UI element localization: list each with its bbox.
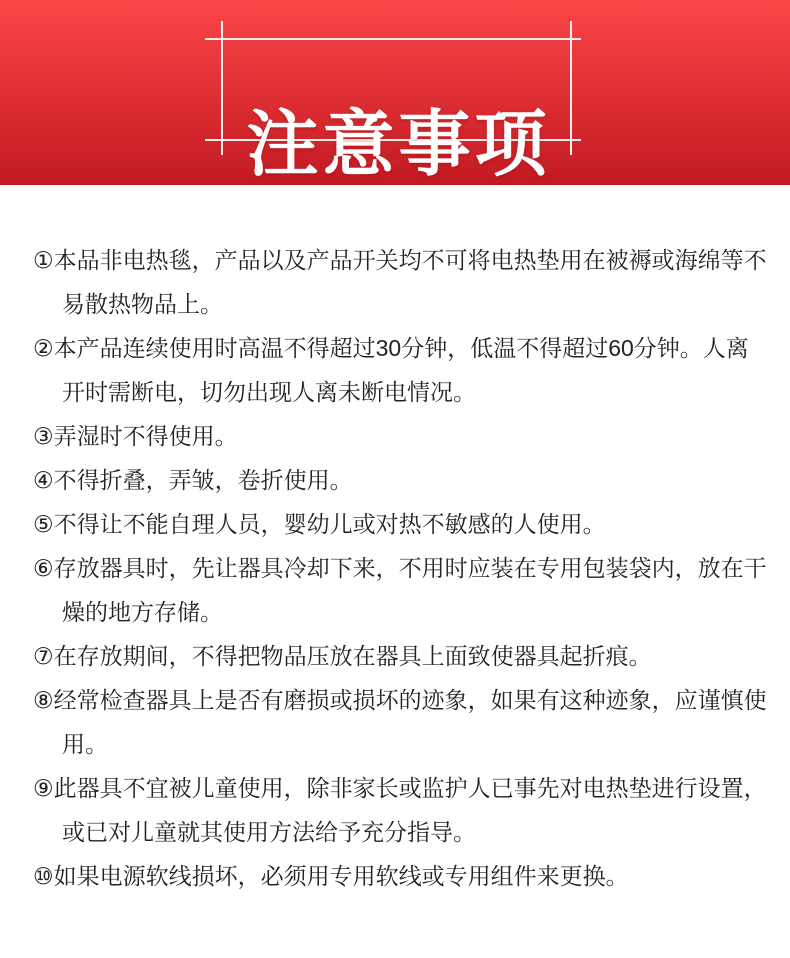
frame-line-top — [205, 38, 581, 40]
note-item-8: ⑧经常检查器具上是否有磨损或损坏的迹象，如果有这种迹象，应谨慎使用。 — [33, 687, 767, 757]
warning-banner — [0, 0, 790, 185]
note-item-4: ④不得折叠，弄皱，卷折使用。 — [33, 467, 353, 493]
notes-list — [0, 185, 790, 898]
page-title: 注意事项 — [246, 104, 551, 185]
note-item-1: ①本品非电热毯，产品以及产品开关均不可将电热垫用在被褥或海绵等不易散热物品上。 — [33, 247, 767, 317]
note-item-7: ⑦在存放期间，不得把物品压放在器具上面致使器具起折痕。 — [33, 643, 652, 669]
note-item-9: ⑨此器具不宜被儿童使用，除非家长或监护人已事先对电热垫进行设置，或已对儿童就其使用方法给予充分指导。 — [33, 775, 767, 845]
note-item-10: ⑩如果电源软线损坏，必须用专用软线或专用组件来更换。 — [33, 863, 629, 889]
note-item-3: ③弄湿时不得使用。 — [33, 423, 238, 449]
note-item-6: ⑥存放器具时，先让器具冷却下来，不用时应装在专用包装袋内，放在干燥的地方存储。 — [33, 555, 767, 625]
note-item-5: ⑤不得让不能自理人员，婴幼儿或对热不敏感的人使用。 — [33, 511, 606, 537]
note-item-2: ②本产品连续使用时高温不得超过30分钟，低温不得超过60分钟。人离开时需断电，切勿出现人离未断电情况。 — [33, 335, 749, 405]
